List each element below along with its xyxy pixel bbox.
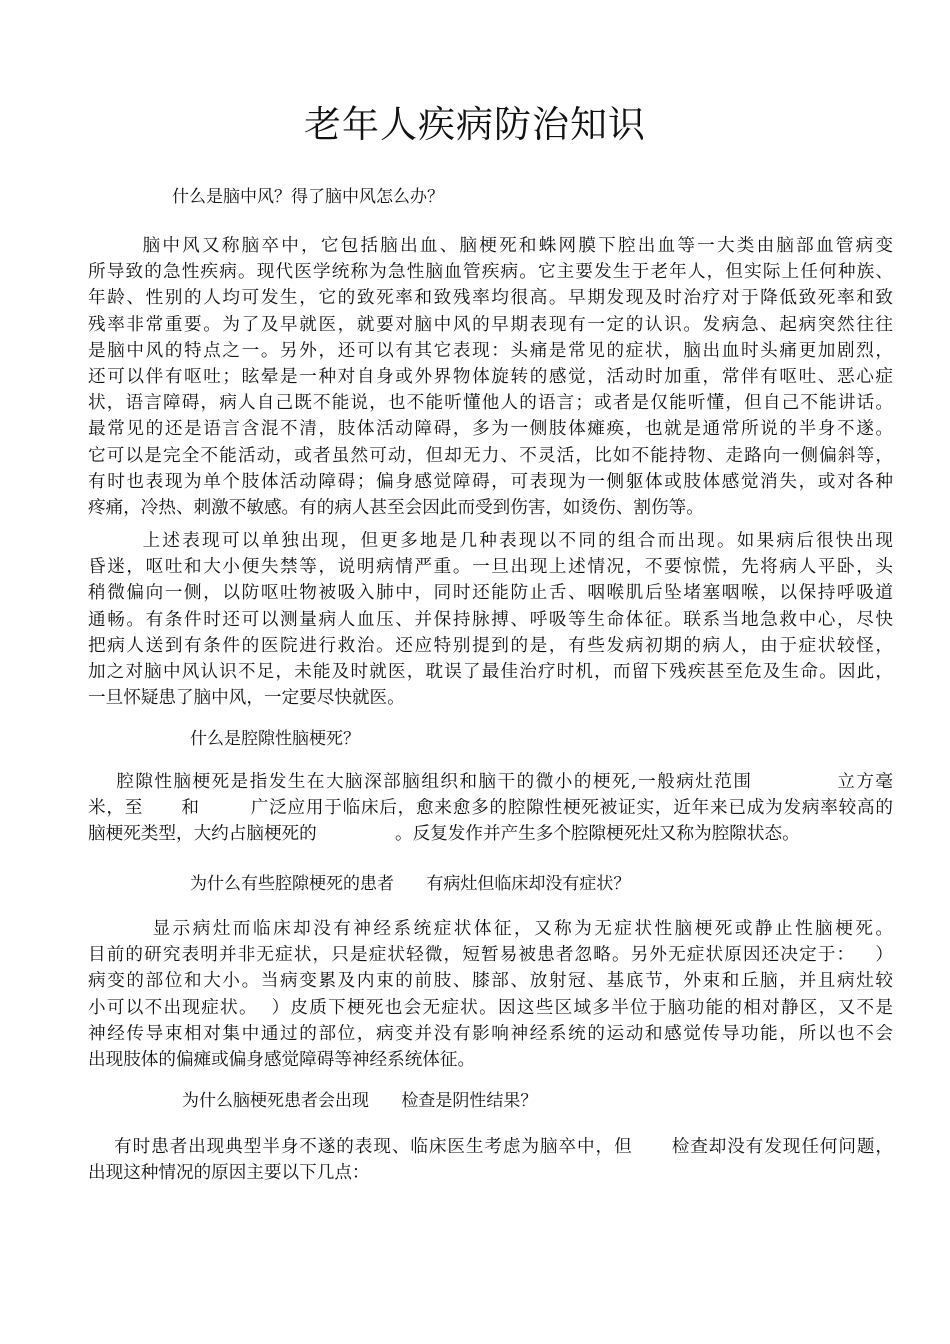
text-line: 最常见的还是语言含混不清，肢体活动障碍，多为一侧肢体瘫痪，也就是通常所说的半身不遂。 (88, 419, 893, 440)
text-line: 把病人送到有条件的医院进行救治。还应特别提到的是，有些发病初期的病人，由于症状较怪， (88, 635, 893, 656)
paragraph-stroke-response (88, 528, 893, 711)
text-line: 还可以伴有呕吐；眩晕是一种对自身或外界物体旋转的感觉，活动时加重，常伴有呕吐、恶心症 (88, 366, 893, 387)
section-heading-stroke: 什么是脑中风？得了脑中风怎么办？ (172, 187, 444, 207)
paragraph-negative-exam (88, 1134, 893, 1186)
document-title: 老年人疾病防治知识 (304, 103, 646, 146)
text-line: 脑中风又称脑卒中，它包括脑出血、脑梗死和蛛网膜下腔出血等一大类由脑部血管病变 (88, 236, 893, 256)
section-heading-lacunar: 什么是腔隙性脑梗死？ (190, 729, 360, 749)
text-line: 是脑中风的特点之一。另外，还可以有其它表现：头痛是常见的症状，脑出血时头痛更加剧烈， (88, 340, 893, 361)
paragraph-stroke-definition (88, 233, 893, 521)
paragraph-lacunar-definition (88, 769, 893, 848)
text-line: 通畅。有条件时还可以测量病人血压、并保持脉搏、呼吸等生命体征。联系当地急救中心，尽快 (88, 609, 893, 630)
text-line: 有时也表现为单个肢体活动障碍；偏身感觉障碍，可表现为一侧躯体或肢体感觉消失，或对各种 (88, 471, 893, 492)
section-heading-negative-exam: 为什么脑梗死患者会出现 检查是阴性结果？ (182, 1091, 538, 1111)
text-line: 状，语言障碍，病人自己既不能说，也不能听懂他人的语言；或者是仅能听懂，但自己不能讲话。 (88, 393, 893, 414)
text-line: 出现肢体的偏瘫或偏身感觉障碍等神经系统体征。 (88, 1049, 476, 1070)
text-line: 年龄、性别的人均可发生，它的致死率和致残率均很高。早期发现及时治疗对于降低致死率和致 (88, 288, 893, 309)
text-line: 有时患者出现典型半身不遂的表现、临床医生考虑为脑卒中，但 检查却没有发现任何问题， (88, 1137, 893, 1157)
paragraph-asymptomatic (88, 916, 893, 1073)
text-line: 残率非常重要。为了及早就医，就要对脑中风的早期表现有一定的认识。发病急、起病突然往往 (88, 314, 893, 335)
text-line: 昏迷，呕吐和大小便失禁等，说明病情严重。一旦出现上述情况，不要惊慌，先将病人平卧，头 (88, 557, 893, 578)
text-line: 腔隙性脑梗死是指发生在大脑深部脑组织和脑干的微小的梗死,一般病灶范围 立方毫 (88, 772, 893, 792)
text-line: 一旦怀疑患了脑中风，一定要尽快就医。 (88, 688, 405, 709)
text-line: 疼痛，冷热、刺激不敏感。有的病人甚至会因此而受到伤害，如烫伤、割伤等。 (88, 497, 704, 518)
text-line: 米，至 和 广泛应用于临床后，愈来愈多的腔隙性梗死被证实，近年来已成为发病率较高的 (88, 798, 893, 819)
text-line: 显示病灶而临床却没有神经系统症状体征，又称为无症状性脑梗死或静止性脑梗死。 (88, 919, 893, 939)
section-heading-asymptomatic: 为什么有些腔隙梗死的患者 有病灶但临床却没有症状？ (190, 874, 631, 894)
text-line: 所导致的急性疾病。现代医学统称为急性脑血管疾病。它主要发生于老年人，但实际上任何种族、 (88, 262, 893, 283)
text-line: 上述表现可以单独出现，但更多地是几种表现以不同的组合而出现。如果病后很快出现 (88, 531, 893, 551)
text-line: 病变的部位和大小。当病变累及内束的前肢、膝部、放射冠、基底节，外束和丘脑，并且病灶较 (88, 971, 893, 992)
text-line: 加之对脑中风认识不足，未能及时就医，耽误了最佳治疗时机，而留下残疾甚至危及生命。因此， (88, 661, 893, 682)
text-line: 神经传导束相对集中通过的部位，病变并没有影响神经系统的运动和感觉传导功能，所以也不会 (88, 1023, 893, 1044)
text-line: 出现这种情况的原因主要以下几点： (88, 1163, 370, 1184)
text-line: 目前的研究表明并非无症状，只是症状轻微，短暂易被患者忽略。另外无症状原因还决定于： ） (88, 945, 893, 966)
text-line: 它可以是完全不能活动，或者虽然可动，但却无力、不灵活，比如不能持物、走路向一侧偏斜等， (88, 445, 893, 466)
text-line: 小可以不出现症状。 ）皮质下梗死也会无症状。因这些区域多半位于脑功能的相对静区，又不是 (88, 997, 893, 1018)
text-line: 稍微偏向一侧，以防呕吐物被吸入肺中，同时还能防止舌、咽喉肌后坠堵塞咽喉，以保持呼吸道 (88, 583, 893, 604)
text-line: 脑梗死类型，大约占脑梗死的 。反复发作并产生多个腔隙梗死灶又称为腔隙状态。 (88, 824, 800, 845)
